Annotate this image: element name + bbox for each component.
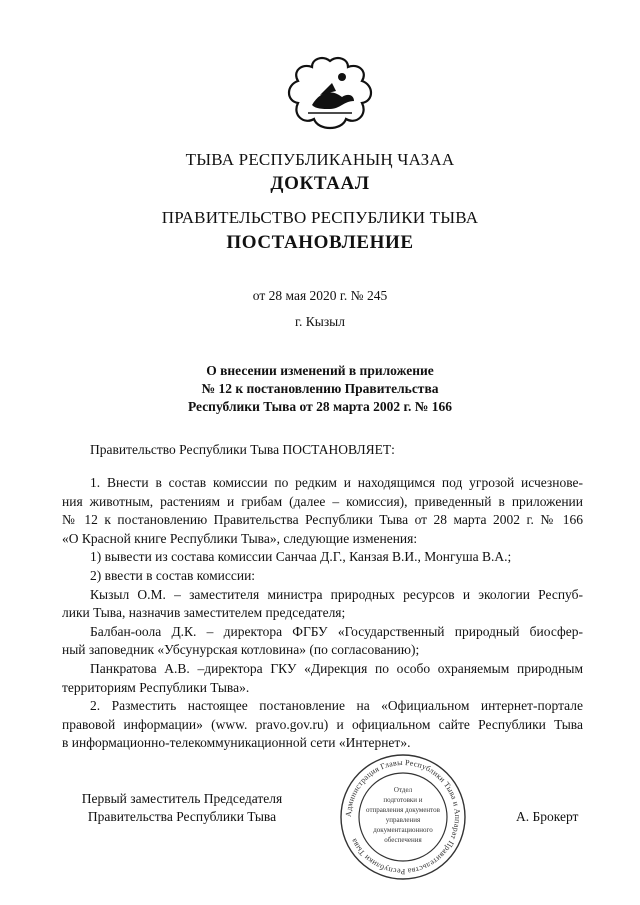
stamp-text: подготовки и — [383, 796, 423, 804]
signatory-position-line: Первый заместитель Председателя — [81, 791, 283, 806]
body-line: 1. Внести в состав комиссии по редким и находящимся под угрозой исчезнове- — [90, 475, 583, 490]
stamp-text: отправления документов — [366, 806, 440, 814]
body-line: Балбан-оола Д.К. – директора ФГБУ «Государственный природный биосфер- — [90, 623, 583, 639]
subject-line: Республики Тыва от 28 марта 2002 г. № 166 — [187, 399, 453, 414]
subject-line: О внесении изменений в приложение — [206, 363, 434, 378]
body-line: 2. Разместить настоящее постановление на «Официальном интернет-портале — [90, 698, 583, 714]
body-line: лики Тыва, назначив заместителем председателя; — [62, 605, 346, 621]
document-city: г. Кызыл — [295, 314, 345, 329]
document-date-number: от 28 мая 2020 г. № 245 — [252, 288, 388, 303]
tuvan-government-title: ТЫВА РЕСПУБЛИКАНЫҢ ЧАЗАА — [185, 150, 455, 169]
body-line: территориям Республики Тыва». — [62, 679, 250, 695]
subject-line: № 12 к постановлению Правительства — [201, 381, 439, 396]
stamp-text: управления — [385, 816, 421, 824]
signatory-name: А. Брокерт — [516, 809, 579, 824]
preamble: Правительство Республики Тыва ПОСТАНОВЛЯЕТ: — [90, 442, 395, 457]
body-line: Кызыл О.М. – заместителя министра природных ресурсов и экологии Респуб- — [90, 586, 583, 602]
body-line: в информационно-телекоммуникационной сети «Интернет». — [62, 735, 411, 751]
signatory-position — [62, 790, 302, 826]
body-line: № 12 к постановлению Правительства Республики Тыва от 28 марта 2002 г. № 166 — [62, 512, 583, 528]
body-line: «О Красной книге Республики Тыва», следующие изменения: — [62, 530, 418, 546]
stamp-ring-text: Администрация Главы Республики Тыва и Аппарат Правительства Республики Тыва — [343, 757, 463, 877]
tuva-emblem-icon — [282, 55, 378, 135]
body-line: ния животным, растениям и грибам (далее – комиссия), приведенный в приложении — [62, 493, 583, 509]
tuvan-document-type: ДОКТААЛ — [270, 173, 370, 194]
document-subject — [0, 362, 640, 416]
signatory-position-line: Правительства Республики Тыва — [87, 809, 277, 824]
body-line: правовой информации» (www. pravo.gov.ru) и официальном сайте Республики Тыва — [62, 716, 583, 732]
body-line: 2) ввести в состав комиссии: — [90, 568, 256, 583]
body-line: Панкратова А.В. –директора ГКУ «Дирекция по особо охраняемым природным — [90, 661, 583, 676]
stamp-text: обеспечения — [384, 836, 422, 844]
document-type: ПОСТАНОВЛЕНИЕ — [226, 232, 414, 253]
government-title: ПРАВИТЕЛЬСТВО РЕСПУБЛИКИ ТЫВА — [161, 208, 479, 227]
official-stamp — [338, 752, 468, 882]
stamp-text: документационного — [373, 826, 433, 834]
body-line: 1) вывести из состава комиссии Санчаа Д.Г., Канзая В.И., Монгуша В.А.; — [90, 549, 512, 565]
stamp-text: Отдел — [393, 786, 413, 794]
body-line: ный заповедник «Убсунурская котловина» (по согласованию); — [62, 642, 420, 658]
